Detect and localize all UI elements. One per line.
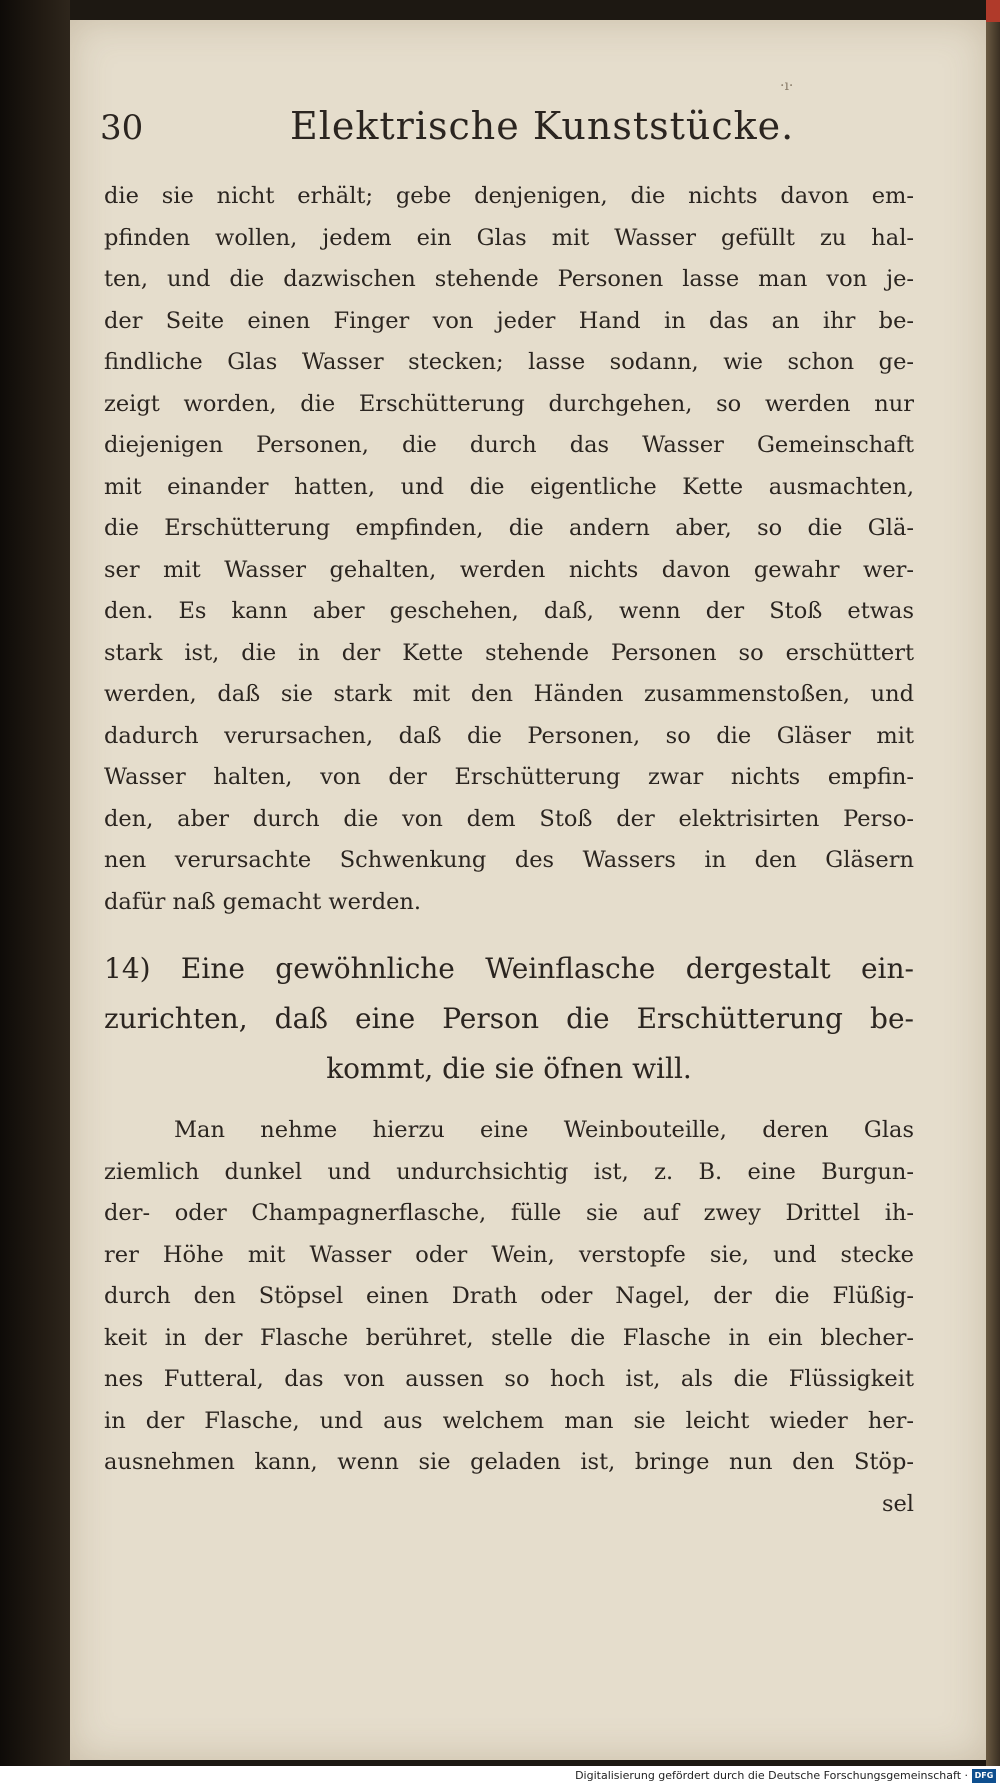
text-line: dadurch verursachen, daß die Personen, so die Gläser mit bbox=[104, 722, 914, 749]
text-line: zeigt worden, die Erschütterung durchgehen, so werden nur bbox=[104, 390, 914, 417]
heading-line: kommt, die sie öfnen will. bbox=[326, 1052, 692, 1085]
text-line: ziemlich dunkel und undurchsichtig ist, z. B. eine Burgun- bbox=[104, 1158, 914, 1185]
text-line: die Erschütterung empfinden, die andern aber, so die Glä- bbox=[104, 515, 914, 541]
dfg-logo: DFG bbox=[972, 1769, 996, 1783]
section-heading bbox=[104, 944, 914, 1094]
text-line: stark ist, die in der Kette stehende Personen so erschüttert bbox=[104, 639, 914, 666]
digitization-footer bbox=[0, 1766, 1000, 1788]
text-line: nen verursachte Schwenkung des Wassers in den Gläsern bbox=[104, 847, 914, 873]
text-line: pfinden wollen, jedem ein Glas mit Wasser gefüllt zu hal- bbox=[104, 224, 914, 251]
page-number: 30 bbox=[100, 108, 144, 148]
ink-mark: ·ı· bbox=[780, 78, 794, 94]
text-line: mit einander hatten, und die eigentliche Kette ausmachten, bbox=[104, 473, 914, 500]
text-line: in der Flasche, und aus welchem man sie leicht wieder her- bbox=[104, 1407, 914, 1434]
text-line: ten, und die dazwischen stehende Personen lasse man von je- bbox=[104, 266, 914, 292]
heading-line: zurichten, daß eine Person die Erschütterung be- bbox=[104, 1002, 914, 1035]
text-line: findliche Glas Wasser stecken; lasse sodann, wie schon ge- bbox=[104, 349, 914, 375]
text-line: ser mit Wasser gehalten, werden nichts davon gewahr wer- bbox=[104, 556, 914, 583]
text-line: werden, daß sie stark mit den Händen zusammenstoßen, und bbox=[104, 681, 914, 707]
page-edge-right bbox=[986, 0, 1000, 1788]
text-line: diejenigen Personen, die durch das Wasser Gemeinschaft bbox=[104, 432, 914, 458]
text-line: der Seite einen Finger von jeder Hand in das an ihr be- bbox=[104, 307, 914, 334]
text-line: keit in der Flasche berühret, stelle die Flasche in ein blecher- bbox=[104, 1324, 914, 1351]
text-line: der- oder Champagnerflasche, fülle sie auf zwey Drittel ih- bbox=[104, 1200, 914, 1226]
text-line: Wasser halten, von der Erschütterung zwar nichts empfin- bbox=[104, 764, 914, 790]
text-line: ausnehmen kann, wenn sie geladen ist, bringe nun den Stöp- bbox=[104, 1449, 914, 1475]
paragraph-2 bbox=[104, 1110, 914, 1525]
text-line: nes Futteral, das von aussen so hoch ist, als die Flüssigkeit bbox=[104, 1366, 914, 1392]
funding-credit: Digitalisierung gefördert durch die Deutsche Forschungsgemeinschaft · bbox=[575, 1769, 968, 1782]
paragraph-1 bbox=[104, 176, 914, 923]
book-spine-shadow bbox=[0, 0, 70, 1788]
running-title: Elektrische Kunststücke. bbox=[290, 104, 795, 148]
text-line: durch den Stöpsel einen Drath oder Nagel, der die Flüßig- bbox=[104, 1283, 914, 1309]
text-line: Man nehme hierzu eine Weinbouteille, deren Glas bbox=[174, 1117, 914, 1143]
text-line: rer Höhe mit Wasser oder Wein, verstopfe sie, und stecke bbox=[104, 1241, 914, 1268]
text-line: den. Es kann aber geschehen, daß, wenn der Stoß etwas bbox=[104, 598, 914, 624]
color-calibration-patch bbox=[986, 0, 1000, 22]
text-line: den, aber durch die von dem Stoß der elektrisirten Perso- bbox=[104, 805, 914, 832]
catchword: sel bbox=[881, 1490, 914, 1517]
text-line: dafür naß gemacht werden. bbox=[104, 888, 422, 915]
text-line: die sie nicht erhält; gebe denjenigen, die nichts davon em- bbox=[104, 183, 914, 209]
heading-line: 14) Eine gewöhnliche Weinflasche dergestalt ein- bbox=[104, 952, 914, 985]
